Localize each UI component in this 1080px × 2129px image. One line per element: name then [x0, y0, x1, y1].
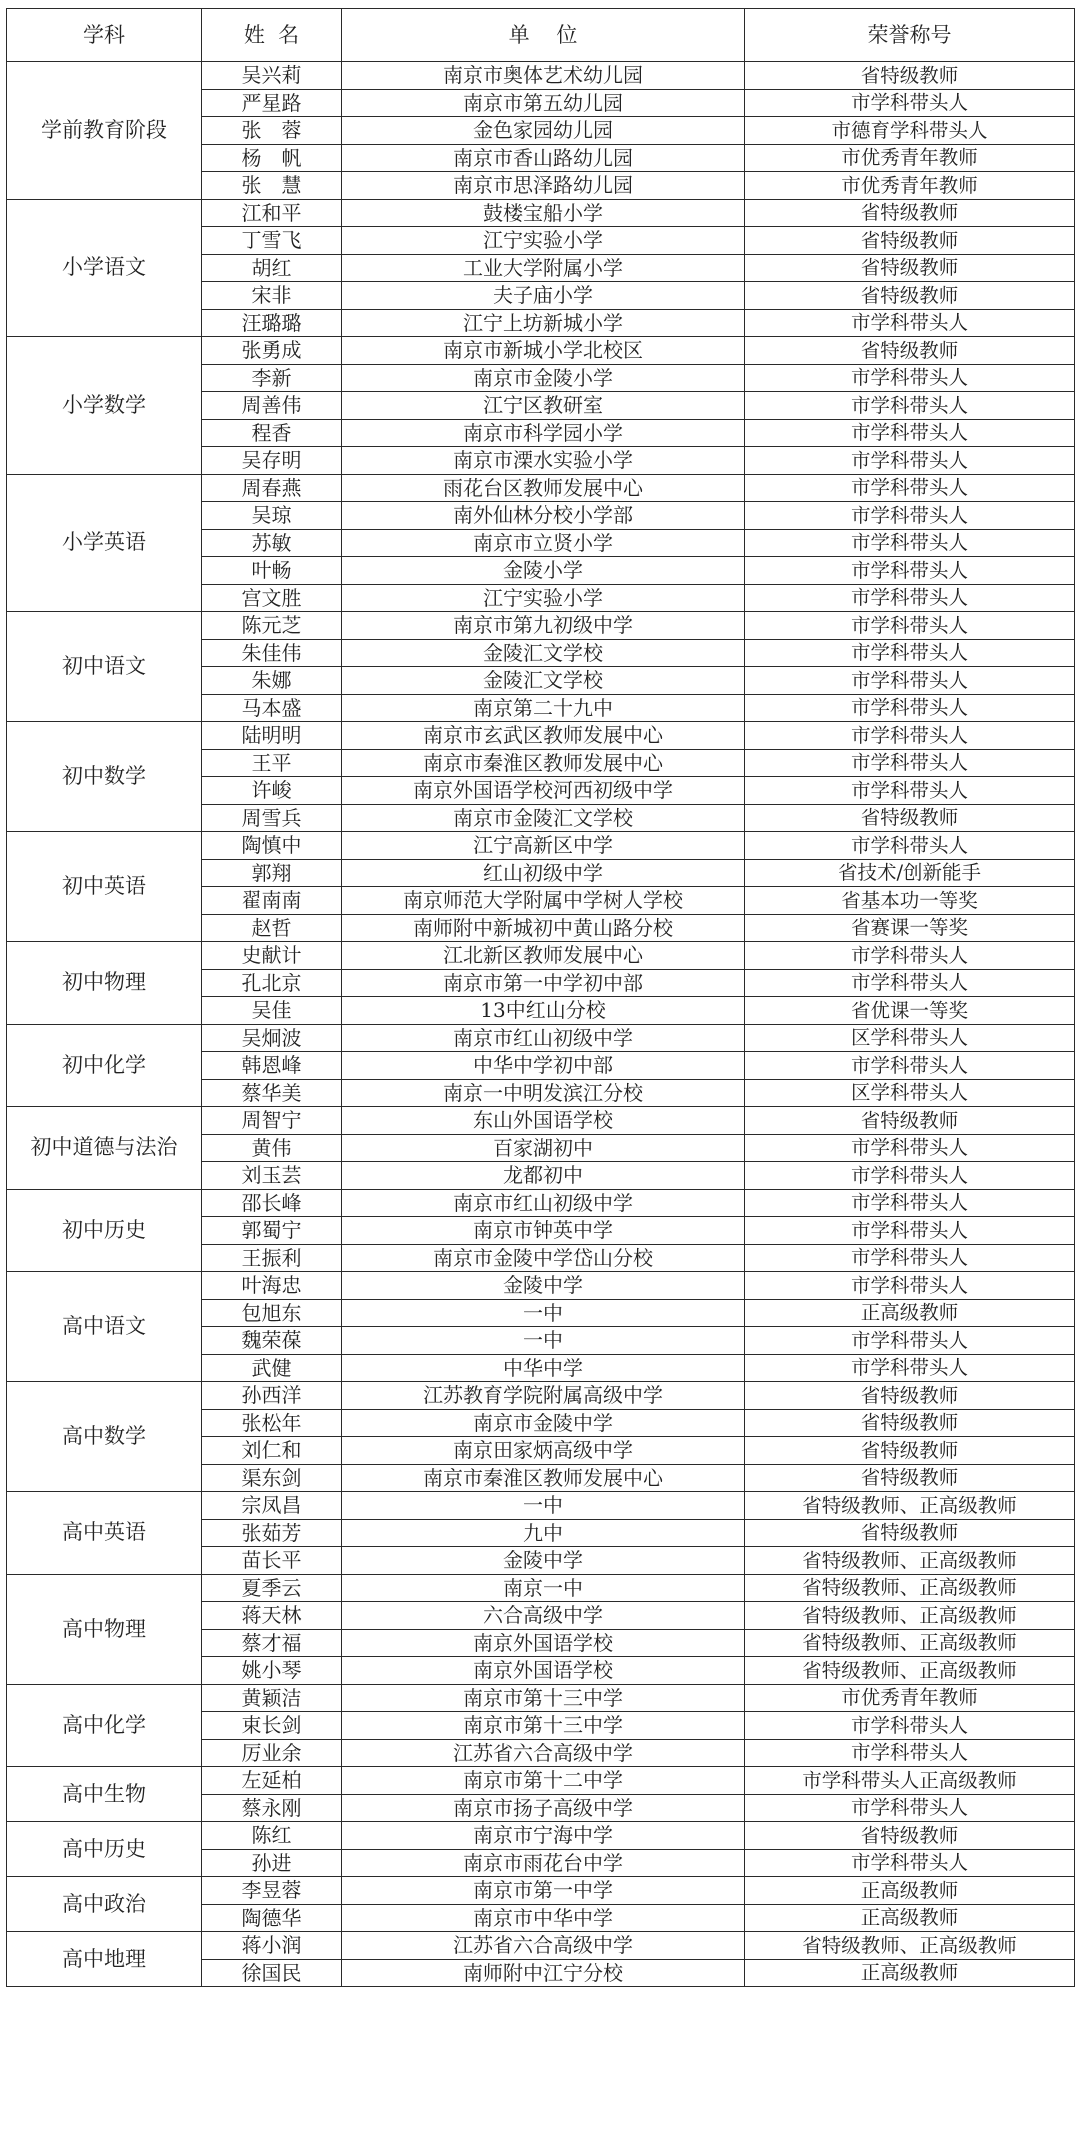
- honor-title-cell: 省优课一等奖: [745, 997, 1075, 1025]
- honor-title-cell: 省基本功一等奖: [745, 887, 1075, 915]
- subject-cell: 高中化学: [7, 1684, 202, 1767]
- teacher-name-cell: 叶畅: [202, 557, 342, 585]
- teacher-name-cell: 陶德华: [202, 1904, 342, 1932]
- roster-body: [7, 62, 1075, 1987]
- school-unit-cell: 南京市思泽路幼儿园: [342, 172, 745, 200]
- table-row: [7, 474, 1075, 502]
- honor-title-cell: 正高级教师: [745, 1299, 1075, 1327]
- honor-title-cell: 市学科带头人: [745, 1849, 1075, 1877]
- honor-title-cell: 市学科带头人: [745, 1794, 1075, 1822]
- school-unit-cell: 南京市香山路幼儿园: [342, 144, 745, 172]
- school-unit-cell: 江苏省六合高级中学: [342, 1932, 745, 1960]
- table-row: [7, 1767, 1075, 1795]
- subject-cell: 初中历史: [7, 1189, 202, 1272]
- honor-title-cell: 省特级教师、正高级教师: [745, 1657, 1075, 1685]
- honor-title-cell: 市学科带头人: [745, 309, 1075, 337]
- teacher-name-cell: 程香: [202, 419, 342, 447]
- honor-title-cell: 省特级教师: [745, 254, 1075, 282]
- honor-title-cell: 市学科带头人: [745, 1217, 1075, 1245]
- subject-cell: 小学数学: [7, 337, 202, 475]
- school-unit-cell: 南京市钟英中学: [342, 1217, 745, 1245]
- school-unit-cell: 南京市溧水实验小学: [342, 447, 745, 475]
- header-honor: 荣誉称号: [745, 9, 1075, 62]
- subject-cell: 小学英语: [7, 474, 202, 612]
- honor-title-cell: 市学科带头人: [745, 392, 1075, 420]
- teacher-name-cell: 吴炯波: [202, 1024, 342, 1052]
- honor-title-cell: 省特级教师: [745, 62, 1075, 90]
- teacher-name-cell: 陈元芝: [202, 612, 342, 640]
- header-subject: 学科: [7, 9, 202, 62]
- subject-cell: 初中道德与法治: [7, 1107, 202, 1190]
- school-unit-cell: 中华中学初中部: [342, 1052, 745, 1080]
- school-unit-cell: 南京市第五幼儿园: [342, 89, 745, 117]
- school-unit-cell: 金陵小学: [342, 557, 745, 585]
- teacher-name-cell: 黄颖洁: [202, 1684, 342, 1712]
- honor-title-cell: 省特级教师: [745, 199, 1075, 227]
- teacher-name-cell: 胡红: [202, 254, 342, 282]
- header-name: 姓 名: [202, 9, 342, 62]
- honor-title-cell: 省特级教师: [745, 1107, 1075, 1135]
- honor-title-cell: 正高级教师: [745, 1959, 1075, 1987]
- teacher-name-cell: 吴兴莉: [202, 62, 342, 90]
- school-unit-cell: 南京一中明发滨江分校: [342, 1079, 745, 1107]
- teacher-name-cell: 周雪兵: [202, 804, 342, 832]
- honor-title-cell: 省特级教师: [745, 282, 1075, 310]
- school-unit-cell: 江宁实验小学: [342, 584, 745, 612]
- school-unit-cell: 江宁实验小学: [342, 227, 745, 255]
- teacher-name-cell: 苗长平: [202, 1547, 342, 1575]
- honor-title-cell: 省特级教师: [745, 1822, 1075, 1850]
- school-unit-cell: 雨花台区教师发展中心: [342, 474, 745, 502]
- teacher-name-cell: 周春燕: [202, 474, 342, 502]
- honor-title-cell: 市学科带头人: [745, 529, 1075, 557]
- teacher-name-cell: 武健: [202, 1354, 342, 1382]
- teacher-name-cell: 孙西洋: [202, 1382, 342, 1410]
- school-unit-cell: 南京市立贤小学: [342, 529, 745, 557]
- school-unit-cell: 南京市秦淮区教师发展中心: [342, 749, 745, 777]
- school-unit-cell: 江苏省六合高级中学: [342, 1739, 745, 1767]
- teacher-name-cell: 王振利: [202, 1244, 342, 1272]
- teacher-name-cell: 张松年: [202, 1409, 342, 1437]
- school-unit-cell: 金色家园幼儿园: [342, 117, 745, 145]
- school-unit-cell: 南京市金陵汇文学校: [342, 804, 745, 832]
- table-row: [7, 1877, 1075, 1905]
- teacher-name-cell: 张 慧: [202, 172, 342, 200]
- honor-title-cell: 市德育学科带头人: [745, 117, 1075, 145]
- honor-title-cell: 市学科带头人: [745, 749, 1075, 777]
- honor-title-cell: 省特级教师: [745, 804, 1075, 832]
- school-unit-cell: 一中: [342, 1299, 745, 1327]
- teacher-name-cell: 张勇成: [202, 337, 342, 365]
- honor-title-cell: 省特级教师: [745, 1437, 1075, 1465]
- school-unit-cell: 南京市第一中学初中部: [342, 969, 745, 997]
- table-row: [7, 337, 1075, 365]
- teacher-name-cell: 包旭东: [202, 1299, 342, 1327]
- school-unit-cell: 九中: [342, 1519, 745, 1547]
- teacher-name-cell: 蔡永刚: [202, 1794, 342, 1822]
- honor-title-cell: 市优秀青年教师: [745, 144, 1075, 172]
- school-unit-cell: 南京市扬子高级中学: [342, 1794, 745, 1822]
- school-unit-cell: 金陵汇文学校: [342, 639, 745, 667]
- honor-title-cell: 省特级教师、正高级教师: [745, 1574, 1075, 1602]
- teacher-name-cell: 徐国民: [202, 1959, 342, 1987]
- teacher-name-cell: 朱娜: [202, 667, 342, 695]
- teacher-name-cell: 翟南南: [202, 887, 342, 915]
- honor-title-cell: 市学科带头人: [745, 364, 1075, 392]
- subject-cell: 高中政治: [7, 1877, 202, 1932]
- school-unit-cell: 南京市新城小学北校区: [342, 337, 745, 365]
- subject-cell: 高中英语: [7, 1492, 202, 1575]
- table-row: [7, 1684, 1075, 1712]
- honor-title-cell: 省特级教师、正高级教师: [745, 1602, 1075, 1630]
- teacher-name-cell: 史献计: [202, 942, 342, 970]
- teacher-name-cell: 周智宁: [202, 1107, 342, 1135]
- teacher-name-cell: 蔡华美: [202, 1079, 342, 1107]
- school-unit-cell: 南京市雨花台中学: [342, 1849, 745, 1877]
- school-unit-cell: 南京市第九初级中学: [342, 612, 745, 640]
- honor-title-cell: 省特级教师、正高级教师: [745, 1629, 1075, 1657]
- table-row: [7, 1382, 1075, 1410]
- school-unit-cell: 南京外国语学校河西初级中学: [342, 777, 745, 805]
- school-unit-cell: 金陵汇文学校: [342, 667, 745, 695]
- teacher-name-cell: 孙进: [202, 1849, 342, 1877]
- table-row: [7, 1822, 1075, 1850]
- school-unit-cell: 南外仙林分校小学部: [342, 502, 745, 530]
- honor-title-cell: 省特级教师、正高级教师: [745, 1932, 1075, 1960]
- teacher-name-cell: 孔北京: [202, 969, 342, 997]
- table-row: [7, 722, 1075, 750]
- school-unit-cell: 龙都初中: [342, 1162, 745, 1190]
- table-row: [7, 199, 1075, 227]
- teacher-name-cell: 宋非: [202, 282, 342, 310]
- school-unit-cell: 夫子庙小学: [342, 282, 745, 310]
- subject-cell: 初中英语: [7, 832, 202, 942]
- teacher-name-cell: 赵哲: [202, 914, 342, 942]
- school-unit-cell: 红山初级中学: [342, 859, 745, 887]
- table-row: [7, 1272, 1075, 1300]
- honor-title-cell: 市优秀青年教师: [745, 1684, 1075, 1712]
- school-unit-cell: 南京市第十三中学: [342, 1684, 745, 1712]
- school-unit-cell: 南京市秦淮区教师发展中心: [342, 1464, 745, 1492]
- honor-title-cell: 正高级教师: [745, 1877, 1075, 1905]
- teacher-name-cell: 许峻: [202, 777, 342, 805]
- school-unit-cell: 一中: [342, 1492, 745, 1520]
- honor-title-cell: 区学科带头人: [745, 1024, 1075, 1052]
- teacher-name-cell: 吴存明: [202, 447, 342, 475]
- table-row: [7, 1024, 1075, 1052]
- teacher-name-cell: 吴琼: [202, 502, 342, 530]
- honor-title-cell: 市学科带头人: [745, 447, 1075, 475]
- teacher-name-cell: 江和平: [202, 199, 342, 227]
- honor-title-cell: 市学科带头人: [745, 1327, 1075, 1355]
- teacher-name-cell: 刘玉芸: [202, 1162, 342, 1190]
- teacher-name-cell: 蒋小润: [202, 1932, 342, 1960]
- school-unit-cell: 南京外国语学校: [342, 1629, 745, 1657]
- honor-title-cell: 市学科带头人: [745, 474, 1075, 502]
- honor-title-cell: 市优秀青年教师: [745, 172, 1075, 200]
- school-unit-cell: 鼓楼宝船小学: [342, 199, 745, 227]
- teacher-name-cell: 周善伟: [202, 392, 342, 420]
- subject-cell: 高中物理: [7, 1574, 202, 1684]
- honor-title-cell: 市学科带头人: [745, 942, 1075, 970]
- teacher-name-cell: 杨 帆: [202, 144, 342, 172]
- teacher-name-cell: 陈红: [202, 1822, 342, 1850]
- table-row: [7, 1107, 1075, 1135]
- teacher-name-cell: 郭翔: [202, 859, 342, 887]
- school-unit-cell: 江北新区教师发展中心: [342, 942, 745, 970]
- subject-cell: 高中语文: [7, 1272, 202, 1382]
- school-unit-cell: 南京外国语学校: [342, 1657, 745, 1685]
- school-unit-cell: 六合高级中学: [342, 1602, 745, 1630]
- honor-roster-document: [6, 8, 1074, 1987]
- school-unit-cell: 南京田家炳高级中学: [342, 1437, 745, 1465]
- teacher-name-cell: 叶海忠: [202, 1272, 342, 1300]
- honor-title-cell: 市学科带头人: [745, 557, 1075, 585]
- honor-title-cell: 市学科带头人: [745, 832, 1075, 860]
- school-unit-cell: 江苏教育学院附属高级中学: [342, 1382, 745, 1410]
- honor-title-cell: 市学科带头人: [745, 1162, 1075, 1190]
- honor-title-cell: 市学科带头人: [745, 1134, 1075, 1162]
- honor-title-cell: 市学科带头人: [745, 694, 1075, 722]
- teacher-name-cell: 李新: [202, 364, 342, 392]
- teacher-name-cell: 蔡才福: [202, 1629, 342, 1657]
- honor-title-cell: 市学科带头人: [745, 584, 1075, 612]
- school-unit-cell: 南京一中: [342, 1574, 745, 1602]
- honor-title-cell: 省技术/创新能手: [745, 859, 1075, 887]
- honor-title-cell: 省特级教师、正高级教师: [745, 1492, 1075, 1520]
- subject-cell: 初中数学: [7, 722, 202, 832]
- honor-title-cell: 省特级教师: [745, 1382, 1075, 1410]
- school-unit-cell: 南京市第十三中学: [342, 1712, 745, 1740]
- school-unit-cell: 江宁区教研室: [342, 392, 745, 420]
- school-unit-cell: 南京市第十二中学: [342, 1767, 745, 1795]
- school-unit-cell: 南京市金陵中学: [342, 1409, 745, 1437]
- table-row: [7, 1189, 1075, 1217]
- table-row: [7, 1492, 1075, 1520]
- honor-title-cell: 市学科带头人: [745, 612, 1075, 640]
- school-unit-cell: 南京市宁海中学: [342, 1822, 745, 1850]
- subject-cell: 初中物理: [7, 942, 202, 1025]
- school-unit-cell: 南京市金陵中学岱山分校: [342, 1244, 745, 1272]
- honor-title-cell: 市学科带头人: [745, 1712, 1075, 1740]
- teacher-name-cell: 韩恩峰: [202, 1052, 342, 1080]
- teacher-name-cell: 邵长峰: [202, 1189, 342, 1217]
- subject-cell: 高中数学: [7, 1382, 202, 1492]
- teacher-name-cell: 姚小琴: [202, 1657, 342, 1685]
- teacher-name-cell: 刘仁和: [202, 1437, 342, 1465]
- header-unit: 单 位: [342, 9, 745, 62]
- table-row: [7, 832, 1075, 860]
- teacher-name-cell: 左延柏: [202, 1767, 342, 1795]
- school-unit-cell: 江宁高新区中学: [342, 832, 745, 860]
- teacher-name-cell: 严星路: [202, 89, 342, 117]
- school-unit-cell: 13中红山分校: [342, 997, 745, 1025]
- teacher-name-cell: 宫文胜: [202, 584, 342, 612]
- table-row: [7, 1932, 1075, 1960]
- header-row: [7, 9, 1075, 62]
- table-row: [7, 612, 1075, 640]
- honor-title-cell: 市学科带头人: [745, 419, 1075, 447]
- honor-title-cell: 市学科带头人: [745, 502, 1075, 530]
- honor-title-cell: 市学科带头人: [745, 1739, 1075, 1767]
- teacher-name-cell: 朱佳伟: [202, 639, 342, 667]
- teacher-name-cell: 李昱蓉: [202, 1877, 342, 1905]
- school-unit-cell: 南京市红山初级中学: [342, 1024, 745, 1052]
- table-row: [7, 1574, 1075, 1602]
- school-unit-cell: 江宁上坊新城小学: [342, 309, 745, 337]
- teacher-name-cell: 宗凤昌: [202, 1492, 342, 1520]
- teacher-name-cell: 陶慎中: [202, 832, 342, 860]
- teacher-name-cell: 张 蓉: [202, 117, 342, 145]
- school-unit-cell: 南京市科学园小学: [342, 419, 745, 447]
- school-unit-cell: 南京师范大学附属中学树人学校: [342, 887, 745, 915]
- school-unit-cell: 南京市红山初级中学: [342, 1189, 745, 1217]
- honor-title-cell: 市学科带头人: [745, 1244, 1075, 1272]
- school-unit-cell: 一中: [342, 1327, 745, 1355]
- teacher-name-cell: 郭蜀宁: [202, 1217, 342, 1245]
- honor-title-cell: 市学科带头人: [745, 777, 1075, 805]
- teacher-name-cell: 束长剑: [202, 1712, 342, 1740]
- honor-title-cell: 市学科带头人: [745, 1189, 1075, 1217]
- honor-title-cell: 省特级教师: [745, 1464, 1075, 1492]
- honor-title-cell: 市学科带头人: [745, 89, 1075, 117]
- teacher-name-cell: 马本盛: [202, 694, 342, 722]
- teacher-honor-table: [6, 8, 1075, 1987]
- honor-title-cell: 省赛课一等奖: [745, 914, 1075, 942]
- school-unit-cell: 南京市奥体艺术幼儿园: [342, 62, 745, 90]
- honor-title-cell: 市学科带头人: [745, 1272, 1075, 1300]
- subject-cell: 高中历史: [7, 1822, 202, 1877]
- teacher-name-cell: 黄伟: [202, 1134, 342, 1162]
- honor-title-cell: 省特级教师: [745, 227, 1075, 255]
- school-unit-cell: 金陵中学: [342, 1272, 745, 1300]
- honor-title-cell: 省特级教师: [745, 337, 1075, 365]
- school-unit-cell: 百家湖初中: [342, 1134, 745, 1162]
- teacher-name-cell: 汪璐璐: [202, 309, 342, 337]
- school-unit-cell: 南京第二十九中: [342, 694, 745, 722]
- subject-cell: 学前教育阶段: [7, 62, 202, 200]
- honor-title-cell: 市学科带头人: [745, 639, 1075, 667]
- honor-title-cell: 市学科带头人: [745, 667, 1075, 695]
- teacher-name-cell: 陆明明: [202, 722, 342, 750]
- honor-title-cell: 省特级教师: [745, 1519, 1075, 1547]
- teacher-name-cell: 渠东剑: [202, 1464, 342, 1492]
- honor-title-cell: 正高级教师: [745, 1904, 1075, 1932]
- teacher-name-cell: 丁雪飞: [202, 227, 342, 255]
- teacher-name-cell: 王平: [202, 749, 342, 777]
- school-unit-cell: 金陵中学: [342, 1547, 745, 1575]
- school-unit-cell: 中华中学: [342, 1354, 745, 1382]
- subject-cell: 初中化学: [7, 1024, 202, 1107]
- teacher-name-cell: 张茹芳: [202, 1519, 342, 1547]
- school-unit-cell: 南京市玄武区教师发展中心: [342, 722, 745, 750]
- teacher-name-cell: 夏季云: [202, 1574, 342, 1602]
- table-row: [7, 942, 1075, 970]
- honor-title-cell: 市学科带头人: [745, 1354, 1075, 1382]
- subject-cell: 高中地理: [7, 1932, 202, 1987]
- school-unit-cell: 南京市中华中学: [342, 1904, 745, 1932]
- honor-title-cell: 区学科带头人: [745, 1079, 1075, 1107]
- school-unit-cell: 南师附中新城初中黄山路分校: [342, 914, 745, 942]
- school-unit-cell: 东山外国语学校: [342, 1107, 745, 1135]
- honor-title-cell: 省特级教师、正高级教师: [745, 1547, 1075, 1575]
- school-unit-cell: 南京市第一中学: [342, 1877, 745, 1905]
- honor-title-cell: 市学科带头人正高级教师: [745, 1767, 1075, 1795]
- honor-title-cell: 市学科带头人: [745, 1052, 1075, 1080]
- honor-title-cell: 省特级教师: [745, 1409, 1075, 1437]
- subject-cell: 初中语文: [7, 612, 202, 722]
- subject-cell: 小学语文: [7, 199, 202, 337]
- honor-title-cell: 市学科带头人: [745, 722, 1075, 750]
- teacher-name-cell: 厉业余: [202, 1739, 342, 1767]
- teacher-name-cell: 苏敏: [202, 529, 342, 557]
- school-unit-cell: 工业大学附属小学: [342, 254, 745, 282]
- teacher-name-cell: 蒋天林: [202, 1602, 342, 1630]
- teacher-name-cell: 魏荣葆: [202, 1327, 342, 1355]
- teacher-name-cell: 吴佳: [202, 997, 342, 1025]
- subject-cell: 高中生物: [7, 1767, 202, 1822]
- school-unit-cell: 南京市金陵小学: [342, 364, 745, 392]
- school-unit-cell: 南师附中江宁分校: [342, 1959, 745, 1987]
- table-row: [7, 62, 1075, 90]
- honor-title-cell: 市学科带头人: [745, 969, 1075, 997]
